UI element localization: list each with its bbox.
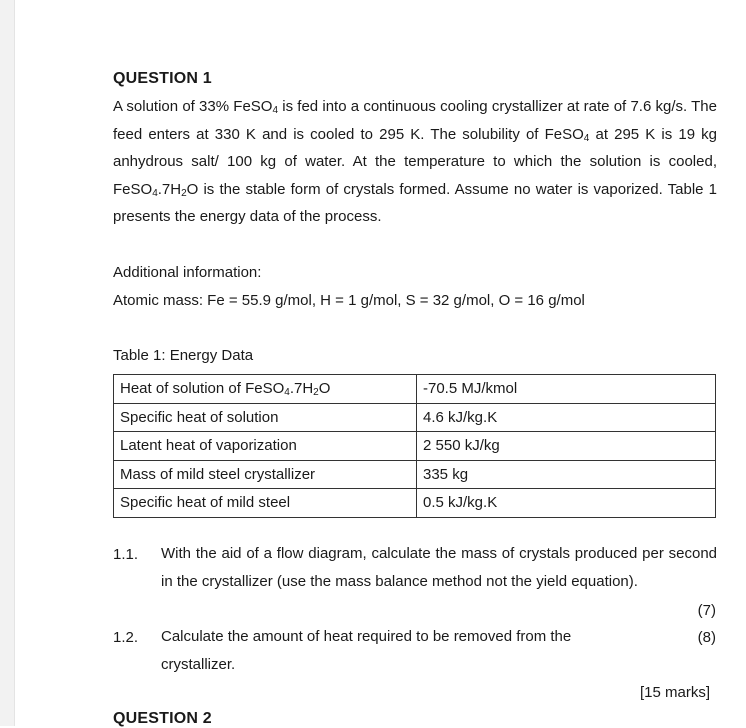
cell-text: Heat of solution of FeSO bbox=[120, 380, 285, 398]
additional-information-label: Additional information: bbox=[113, 264, 262, 281]
table-cell-value: 4.6 kJ/kg.K bbox=[417, 403, 716, 432]
table-row bbox=[114, 375, 716, 404]
subscript: 2 bbox=[313, 387, 319, 399]
subquestion-1-1-text: With the aid of a flow diagram, calculate the mass of crystals produced per second in the crystallizer (use the mass balance method not the yield equation). bbox=[161, 545, 717, 590]
subquestion-1-2-text: Calculate the amount of heat required to be removed from the crystallizer. bbox=[161, 628, 572, 673]
table-row bbox=[114, 432, 716, 461]
intro-text: at 295 K is 19 kg anhydrous salt/ 100 kg of water. At the temperature to which the solution is cooled, FeSO bbox=[113, 125, 718, 198]
table-cell-property bbox=[114, 375, 417, 404]
table-cell-property: Specific heat of solution bbox=[114, 403, 417, 432]
energy-data-table bbox=[113, 374, 716, 518]
question-1-intro-paragraph bbox=[113, 93, 717, 231]
table-cell-value: 2 550 kJ/kg bbox=[417, 432, 716, 461]
table-cell-value: 335 kg bbox=[417, 460, 716, 489]
table-cell-value: 0.5 kJ/kg.K bbox=[417, 489, 716, 518]
subquestion-1-1-marks: (7) bbox=[697, 602, 716, 619]
cell-text: .7H bbox=[289, 380, 314, 398]
subquestion-1-1-number: 1.1. bbox=[113, 546, 139, 563]
question-2-heading: QUESTION 2 bbox=[113, 710, 212, 727]
cell-text: O bbox=[318, 380, 331, 398]
subscript: 4 bbox=[284, 387, 290, 399]
subscript: 4 bbox=[152, 187, 158, 199]
table-row bbox=[114, 403, 716, 432]
subscript: 4 bbox=[272, 105, 279, 116]
table-cell-property: Specific heat of mild steel bbox=[114, 489, 417, 518]
question-1-heading: QUESTION 1 bbox=[113, 70, 212, 87]
subscript: 2 bbox=[181, 187, 187, 199]
atomic-mass-line: Atomic mass: Fe = 55.9 g/mol, H = 1 g/mol, S = 32 g/mol, O = 16 g/mol bbox=[113, 292, 585, 309]
subquestion-1-2-number: 1.2. bbox=[113, 629, 139, 646]
table-row bbox=[114, 460, 716, 489]
table-cell-property: Mass of mild steel crystallizer bbox=[114, 460, 417, 489]
table-cell-property: Latent heat of vaporization bbox=[114, 432, 417, 461]
intro-text: O is the stable form of crystals formed. Assume no water is vaporized. Table 1 presents the energy data of the process. bbox=[113, 180, 717, 225]
subscript: 4 bbox=[583, 132, 590, 144]
intro-text: .7H bbox=[157, 180, 182, 198]
subquestion-1-2-marks: (8) bbox=[697, 629, 716, 646]
intro-text: A solution of 33% FeSO bbox=[113, 98, 273, 115]
table-caption: Table 1: Energy Data bbox=[113, 347, 254, 364]
table-row bbox=[114, 489, 716, 518]
intro-text: is fed into a continuous cooling crystallizer at rate of 7.6 kg/s. The feed enters at 330 K and is cooled to 295 K. The solubility of FeSO bbox=[113, 98, 717, 143]
total-marks: [15 marks] bbox=[639, 684, 710, 701]
table-cell-value: -70.5 MJ/kmol bbox=[417, 375, 716, 404]
